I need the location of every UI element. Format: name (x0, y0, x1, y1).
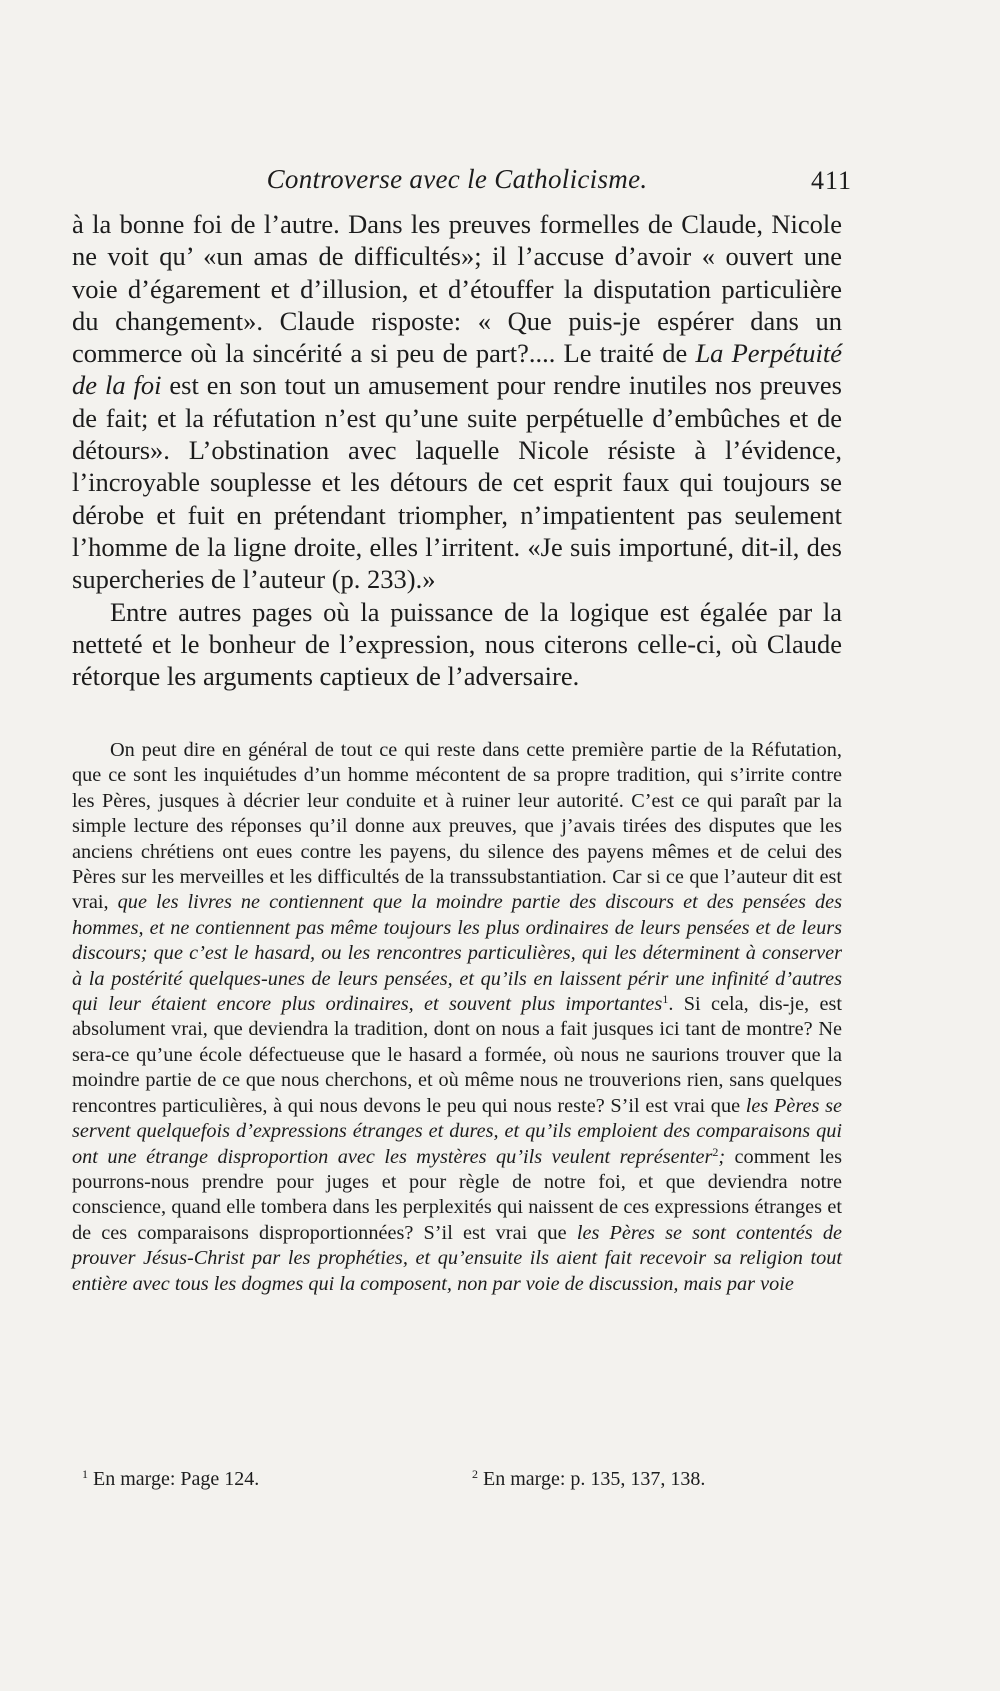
paragraph-1: à la bonne foi de l’autre. Dans les preuves formelles de Claude, Nicole ne voit qu’ «un amas de difficultés»; il l’accuse d’avoir « ouvert une voie d’égarement et d’illusion, et d’étouffer la disputation particulière du changement». Claude risposte: « Que puis-je espérer dans un commerce où la sincérité a si peu de part?.... Le traité de La Perpétuité de la foi est en son tout un amusement pour rendre inutiles nos preuves de fait; et la réfutation n’est qu’une suite perpétuelle d’embûches et de détours». L’obstination avec laquelle Nicole résiste à l’évidence, l’incroyable souplesse et les détours de cet esprit faux qui toujours se dérobe et fuit en prétendant triompher, n’impatientent pas seulement l’homme de la ligne droite, elles l’irritent. «Je suis importuné, dit-il, des supercheries de l’auteur (p. 233).» (72, 209, 842, 595)
running-title: Controverse avec le Catholicisme. (266, 164, 648, 194)
book-title: La Perpétuité de la foi (72, 338, 842, 401)
page-number: 411 (810, 166, 852, 195)
footnote-2: $^2$ En marge: p. 135, 137, 138. (472, 1467, 706, 1490)
footnote-ref-2: 2 (712, 1144, 719, 1159)
page-header (72, 160, 852, 200)
footnote-ref-1: 1 (662, 992, 669, 1007)
main-text (72, 208, 842, 692)
footnote-1: $^1$ En marge: Page 124. (82, 1467, 260, 1490)
paragraph-2: Entre autres pages où la puissance de la logique est égalée par la netteté et le bonheur de l’expression, nous citerons celle-ci, où Claude rétorque les arguments captieux de l’adversaire. (72, 596, 842, 692)
quotation-paragraph: On peut dire en général de tout ce qui reste dans cette première partie de la Réfutation, que ce sont les inquiétudes d’un homme mécontent de sa propre tradition, qui s’irrite contre les Pères, jusques à décrier leur conduite et à ruiner leur autorité. C’est ce qui paraît par la simple lecture des réponses qu’il donne aux preuves, que j’avais tirées des disputes que les anciens chrétiens ont eues contre les payens, du silence des payens mêmes et de celui des Pères sur les merveilles et les difficultés de la transsubstantiation. Car si ce que l’auteur dit est vrai, que les livres ne contiennent que la moindre partie des discours et des pensées des hommes, et ne contiennent pas même toujours les plus ordinaires de leurs pensées et de leurs discours; que c’est le hasard, ou les rencontres particulières, qui les déterminent à conserver à la postérité quelques-unes de leurs pensées, et qu’ils en laissent périr une infinité d’autres qui leur étaient encore plus ordinaires, et souvent plus importantes$^1$. Si cela, dis-je, est absolument vrai, que deviendra la tradition, dont on nous a fait jusques ici tant de montre? Ne sera-ce qu’une école défectueuse que le hasard a formée, où nous ne saurions trouver que la moindre partie de ce que nous cherchons, et où même nous ne trouverions rien, sans quelques rencontres particulières, à qui nous devons le peu qui nous reste? S’il est vrai que les Pères se servent quelquefois d’expressions étranges et dures, et qu’ils emploient des comparaisons qui ont une étrange disproportion avec les mystères qu’ils veulent représenter$^2$; comment les pourrons-nous prendre pour juges et pour règle de notre foi, et que deviendra notre conscience, quand elle tombera dans les perplexités qui naissent de ces expressions étranges et de ces comparaisons disproportionnées? S’il est vrai que les Pères se sont contentés de prouver Jésus-Christ par les prophéties, et qu’ensuite ils aient fait recevoir sa religion tout entière avec tous les dogmes qui la composent, non par voie de discussion, mais par voie (72, 739, 843, 1295)
block-quotation (72, 738, 842, 1297)
